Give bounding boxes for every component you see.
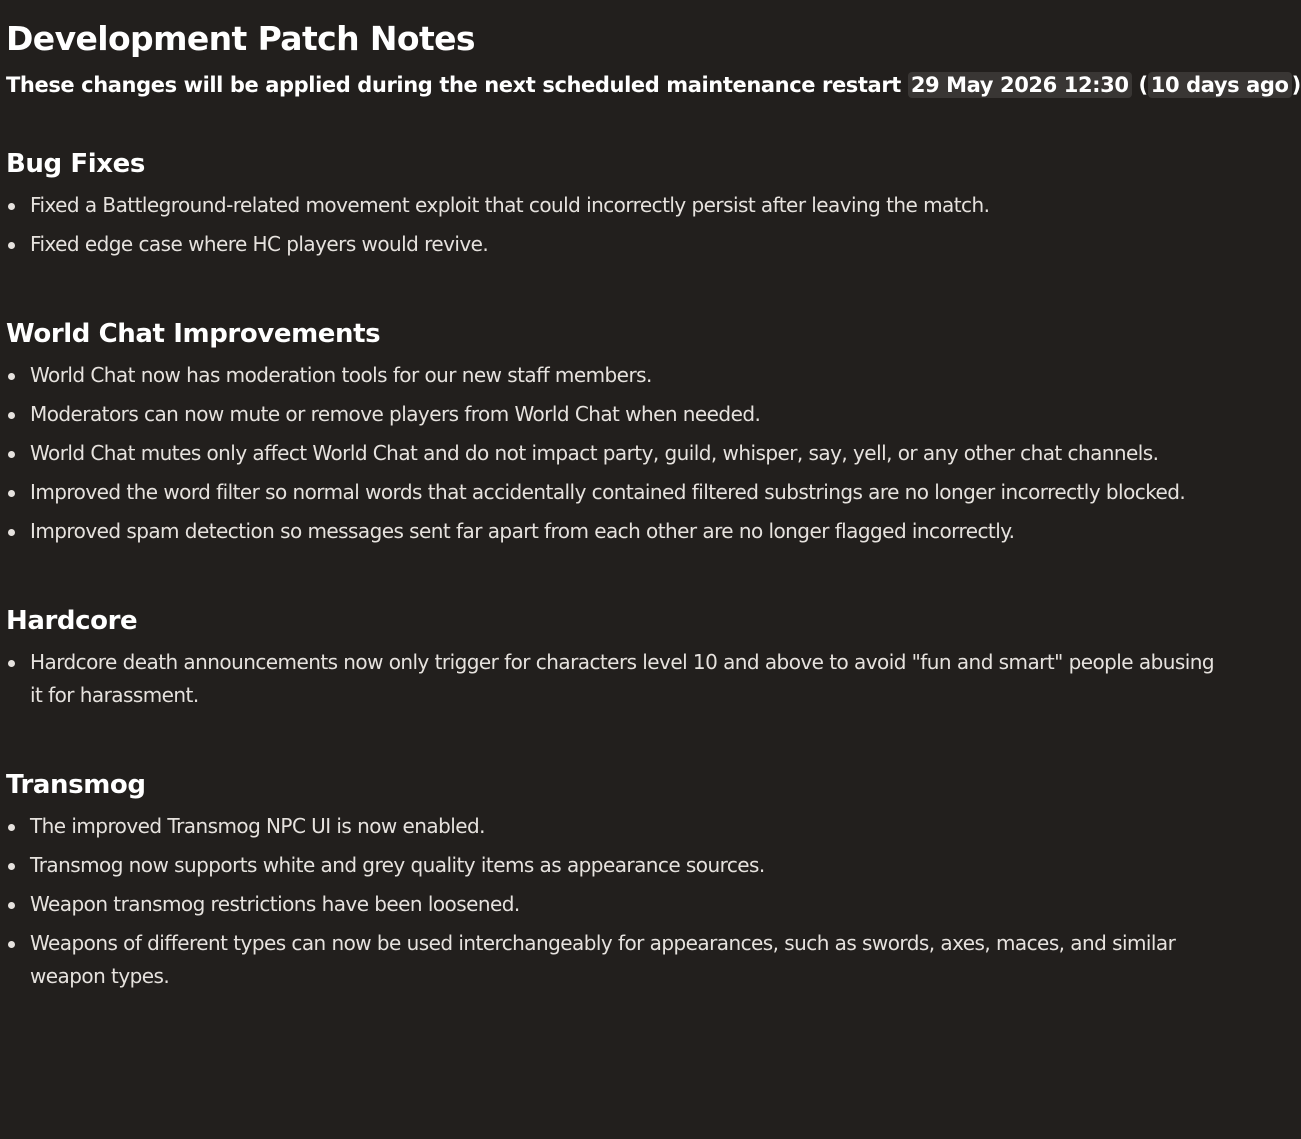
list-item: Improved spam detection so messages sent far apart from each other are no longer flagged incorrectly. — [6, 515, 1242, 548]
list-item: Weapons of different types can now be used interchangeably for appearances, such as swords, axes, maces, and similar weapon types. — [6, 927, 1242, 993]
list-item: World Chat now has moderation tools for our new staff members. — [6, 359, 1242, 392]
list-item: World Chat mutes only affect World Chat and do not impact party, guild, whisper, say, yell, or any other chat channels. — [6, 437, 1242, 470]
page-title: Development Patch Notes — [6, 19, 475, 58]
list-item: Hardcore death announcements now only trigger for characters level 10 and above to avoid "fun and smart" people abusing it for harassment. — [6, 646, 1242, 712]
notes-list — [6, 646, 1242, 712]
section-title: Bug Fixes — [6, 149, 145, 179]
list-item: Fixed edge case where HC players would revive. — [6, 228, 1242, 261]
notes-list — [6, 810, 1242, 993]
list-item: Fixed a Battleground-related movement exploit that could incorrectly persist after leaving the match. — [6, 189, 1242, 222]
paren-open: ( — [1138, 73, 1148, 97]
list-item: Transmog now supports white and grey quality items as appearance sources. — [6, 849, 1242, 882]
paren-close: ) — [1291, 73, 1301, 97]
list-item: Weapon transmog restrictions have been loosened. — [6, 888, 1242, 921]
subtitle-text: These changes will be applied during the next scheduled maintenance restart — [6, 73, 901, 97]
section-title: World Chat Improvements — [6, 319, 381, 349]
list-item: Improved the word filter so normal words that accidentally contained filtered substrings are no longer incorrectly blocked. — [6, 476, 1242, 509]
notes-list — [6, 189, 1242, 261]
list-item: The improved Transmog NPC UI is now enabled. — [6, 810, 1242, 843]
list-item: Moderators can now mute or remove players from World Chat when needed. — [6, 398, 1242, 431]
section-title: Transmog — [6, 770, 146, 800]
page-subtitle — [6, 69, 1301, 101]
section-bug-fixes — [6, 143, 1242, 261]
maintenance-date: 29 May 2026 12:30 — [908, 72, 1132, 98]
section-world-chat — [6, 313, 1242, 548]
relative-time: 10 days ago — [1148, 72, 1292, 98]
sections — [6, 143, 1242, 993]
section-title: Hardcore — [6, 606, 138, 636]
section-transmog — [6, 764, 1242, 993]
notes-list — [6, 359, 1242, 548]
section-hardcore — [6, 600, 1242, 712]
